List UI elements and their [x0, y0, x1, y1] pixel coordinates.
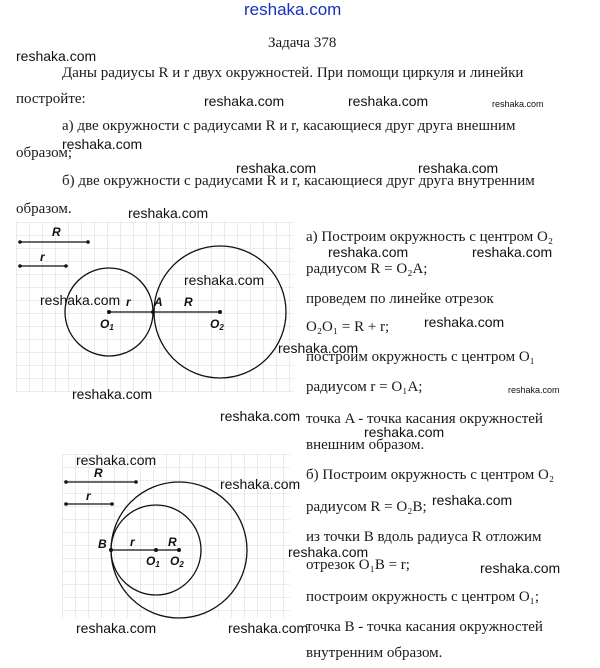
- figure-a-R-label: R: [52, 225, 61, 239]
- part-a-line-7: точка A - точка касания окружностей: [306, 411, 543, 427]
- figure-b-R-label: R: [94, 466, 103, 480]
- intro-line-2: постройте:: [16, 91, 86, 107]
- figure-b-r-radius-label: r: [130, 535, 135, 549]
- watermark[interactable]: reshaka.com: [220, 408, 301, 424]
- problem-title: Задача 378: [268, 35, 337, 51]
- figure-b-R-radius-label: R: [168, 535, 177, 549]
- watermark[interactable]: reshaka.com: [328, 244, 409, 260]
- figure-a-O1-label: O1: [100, 317, 114, 332]
- watermark[interactable]: reshaka.com: [40, 292, 121, 308]
- watermark[interactable]: reshaka.com: [492, 99, 544, 109]
- part-a-line-5: построим окружность с центром O₁: [306, 349, 535, 365]
- part-a-line-1: а) Построим окружность с центром O₂: [306, 229, 554, 245]
- watermark[interactable]: reshaka.com: [472, 244, 553, 260]
- figure-a-r-label: r: [40, 250, 45, 264]
- watermark[interactable]: reshaka.com: [204, 93, 285, 109]
- intro-line-5: б) две окружности с радиусами R и r, касающиеся друг друга внутренним: [62, 173, 535, 189]
- watermark[interactable]: reshaka.com: [364, 424, 445, 440]
- figure-b-O1-label: O1: [146, 554, 160, 569]
- figure-b-r-label: r: [86, 489, 91, 503]
- part-b-line-4: отрезок O₁B = r;: [306, 557, 410, 573]
- part-a-line-8: внешним образом.: [306, 437, 425, 453]
- watermark[interactable]: reshaka.com: [432, 492, 513, 508]
- part-b-line-6: точка B - точка касания окружностей: [306, 619, 543, 635]
- part-b-line-5: построим окружность с центром O₁;: [306, 589, 540, 605]
- watermark[interactable]: reshaka.com: [236, 160, 317, 176]
- watermark[interactable]: reshaka.com: [288, 544, 369, 560]
- intro-line-6: образом.: [16, 201, 72, 217]
- figure-a-R-radius-label: R: [184, 295, 193, 309]
- watermark[interactable]: reshaka.com: [76, 620, 157, 636]
- part-a-line-4: O₂O₁ = R + r;: [306, 319, 390, 335]
- watermark[interactable]: reshaka.com: [220, 476, 301, 492]
- figure-b-O2-label: O2: [170, 554, 184, 569]
- header-watermark[interactable]: reshaka.com: [244, 0, 342, 19]
- watermark[interactable]: reshaka.com: [278, 340, 359, 356]
- figure-a-r-radius-label: r: [126, 295, 131, 309]
- part-b-line-3: из точки B вдоль радиуса R отложим: [306, 529, 542, 545]
- watermark[interactable]: reshaka.com: [348, 93, 429, 109]
- watermark[interactable]: reshaka.com: [228, 620, 309, 636]
- intro-line-4: образом;: [16, 145, 73, 161]
- figure-a-A-label: A: [154, 295, 163, 309]
- part-b-line-2: радиусом R = O₂B;: [306, 499, 427, 515]
- watermark[interactable]: reshaka.com: [424, 314, 505, 330]
- watermark[interactable]: reshaka.com: [128, 205, 209, 221]
- part-a-line-3: проведем по линейке отрезок: [306, 291, 494, 307]
- watermark[interactable]: reshaka.com: [62, 136, 143, 152]
- part-b-line-1: б) Построим окружность с центром O₂: [306, 467, 555, 483]
- watermark[interactable]: reshaka.com: [480, 560, 561, 576]
- figure-b-B-label: B: [98, 537, 107, 551]
- watermark[interactable]: reshaka.com: [72, 386, 153, 402]
- watermark[interactable]: reshaka.com: [184, 272, 265, 288]
- watermark[interactable]: reshaka.com: [76, 452, 157, 468]
- part-a-line-2: радиусом R = O₂A;: [306, 261, 428, 277]
- watermark[interactable]: reshaka.com: [418, 160, 499, 176]
- intro-line-3: а) две окружности с радиусами R и r, касающиеся друг друга внешним: [62, 118, 516, 134]
- watermark[interactable]: reshaka.com: [508, 385, 560, 395]
- intro-line-1: Даны радиусы R и r двух окружностей. При помощи циркуля и линейки: [62, 65, 524, 81]
- part-a-line-6: радиусом r = O₁A;: [306, 379, 423, 395]
- figure-a-O2-label: O2: [210, 317, 224, 332]
- watermark[interactable]: reshaka.com: [16, 48, 97, 64]
- part-b-line-7: внутренним образом.: [306, 645, 443, 661]
